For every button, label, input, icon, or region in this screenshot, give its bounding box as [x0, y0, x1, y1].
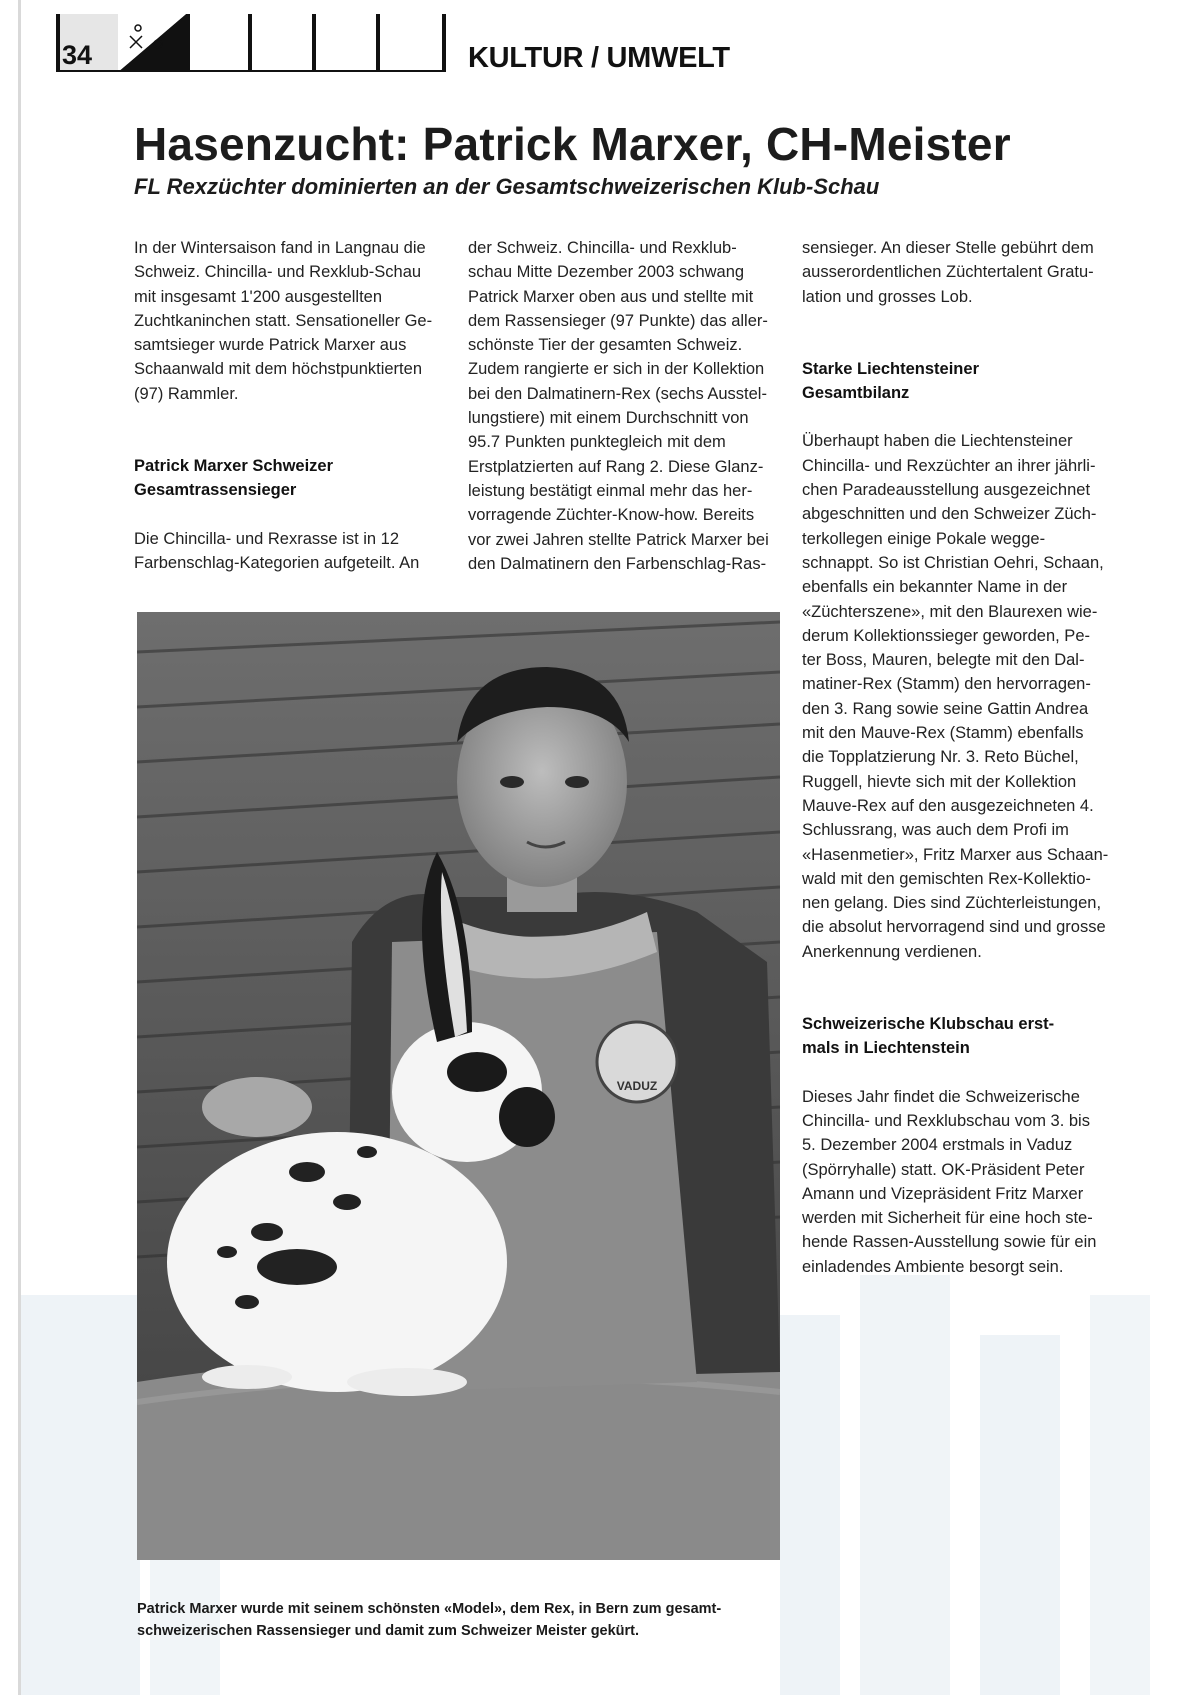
header-bar	[186, 14, 190, 72]
magazine-logo-icon	[118, 14, 186, 72]
page-number: 34	[62, 40, 93, 70]
header-bar	[442, 14, 446, 72]
paragraph: der Schweiz. Chincilla- und Rexklub- schau Mitte Dezember 2003 schwang Patrick Marxer oben aus und stellte mit dem Rassensieger (97 Punkte) das aller- schönste Tier der gesamten Schweiz. Zudem rangierte er sich in der Kollektion bei den Dalmatinern-Rex (sechs Ausstel- lungstiere) mit einem Durchschnitt von 95.7 Punkten punktegleich mit dem Erstplatzierten auf Rang 2. Diese Glanz- leistung bestätigt einmal mehr das her- vorragende Züchter-Know-how. Bereits vor zwei Jahren stellte Patrick Marxer bei den Dalmatinern den Farbenschlag-Ras-	[468, 239, 769, 573]
paragraph: Überhaupt haben die Liechtensteiner Chincilla- und Rexzüchter an ihrer jährli- chen Paradeausstellung ausgezeichnet abgeschnitten und den Schweizer Züch- terkollegen einige Pokale wegge- schnappt. So ist Christian Oehri, Schaan, ebenfalls ein bekannter Name in der «Züchterszene», mit den Blaurexen wie- derum Kollektionssieger geworden, Pe- ter Boss, Mauren, belegte mit den Dal- matiner-Rex (Stamm) den hervorragen- den 3. Rang sowie seine Gattin Andrea mit den Mauve-Rex (Stamm) ebenfalls die Topplatzierung Nr. 3. Reto Büchel, Ruggell, hievte sich mit der Kollektion Mauve-Rex auf den ausgezeichneten 4. Schlussrang, was auch dem Profi im «Hasenmetier», Fritz Marxer aus Schaan- wald mit den gemischten Rex-Kollektio- nen gelang. Dies sind Züchterleistungen, die absolut hervorragend sind und grosse Anerkennung verdienen.	[802, 432, 1109, 961]
paragraph: In der Wintersaison fand in Langnau die Schweiz. Chincilla- und Rexklub-Schau mit insgesamt 1'200 ausgestellten Zuchtkaninchen statt. Sensationeller Ge- samtsieger wurde Patrick Marxer aus Schaanwald mit dem höchstpunktierten (97) Rammler.	[134, 239, 433, 403]
text-column-1	[134, 236, 446, 575]
subheading: Starke Liechtensteiner Gesamtbilanz	[802, 359, 979, 403]
article-subtitle: FL Rexzüchter dominierten an der Gesamtschweizerischen Klub-Schau	[134, 174, 880, 199]
scan-edge	[18, 0, 21, 1695]
subheading: Patrick Marxer Schweizer Gesamtrassensieger	[134, 457, 334, 500]
header-rule	[56, 70, 446, 72]
page-header	[0, 0, 1200, 80]
section-title: KULTUR / UMWELT	[468, 42, 730, 74]
paragraph: Dieses Jahr findet die Schweizerische Chincilla- und Rexklubschau vom 3. bis 5. Dezember 2004 erstmals in Vaduz (Spörryhalle) statt. OK-Präsident Peter Amann und Vizepräsident Fritz Marxer werden mit Sicherheit für eine hoch ste- hende Rassen-Ausstellung sowie für ein einladendes Ambiente besorgt sein.	[802, 1087, 1097, 1276]
header-bar	[248, 14, 252, 72]
paragraph: Die Chincilla- und Rexrasse ist in 12 Farbenschlag-Kategorien aufgeteilt. An	[134, 529, 420, 572]
photo-illustration	[137, 612, 780, 1560]
header-bar	[376, 14, 380, 72]
badge-text: VADUZ	[616, 1079, 658, 1093]
article-title: Hasenzucht: Patrick Marxer, CH-Meister	[134, 118, 1011, 170]
article-photo	[137, 612, 780, 1560]
paragraph: sensieger. An dieser Stelle gebührt dem ausserordentlichen Züchtertalent Gratu- lation und grosses Lob.	[802, 239, 1094, 306]
header-bar	[312, 14, 316, 72]
text-column-3	[802, 236, 1114, 1279]
photo-caption: Patrick Marxer wurde mit seinem schönsten «Model», dem Rex, in Bern zum gesamt- schweizerischen Rassensieger und damit zum Schweizer Meister gekürt.	[137, 1601, 722, 1639]
subheading: Schweizerische Klubschau erst- mals in Liechtenstein	[802, 1015, 1055, 1058]
text-column-2	[468, 236, 780, 576]
